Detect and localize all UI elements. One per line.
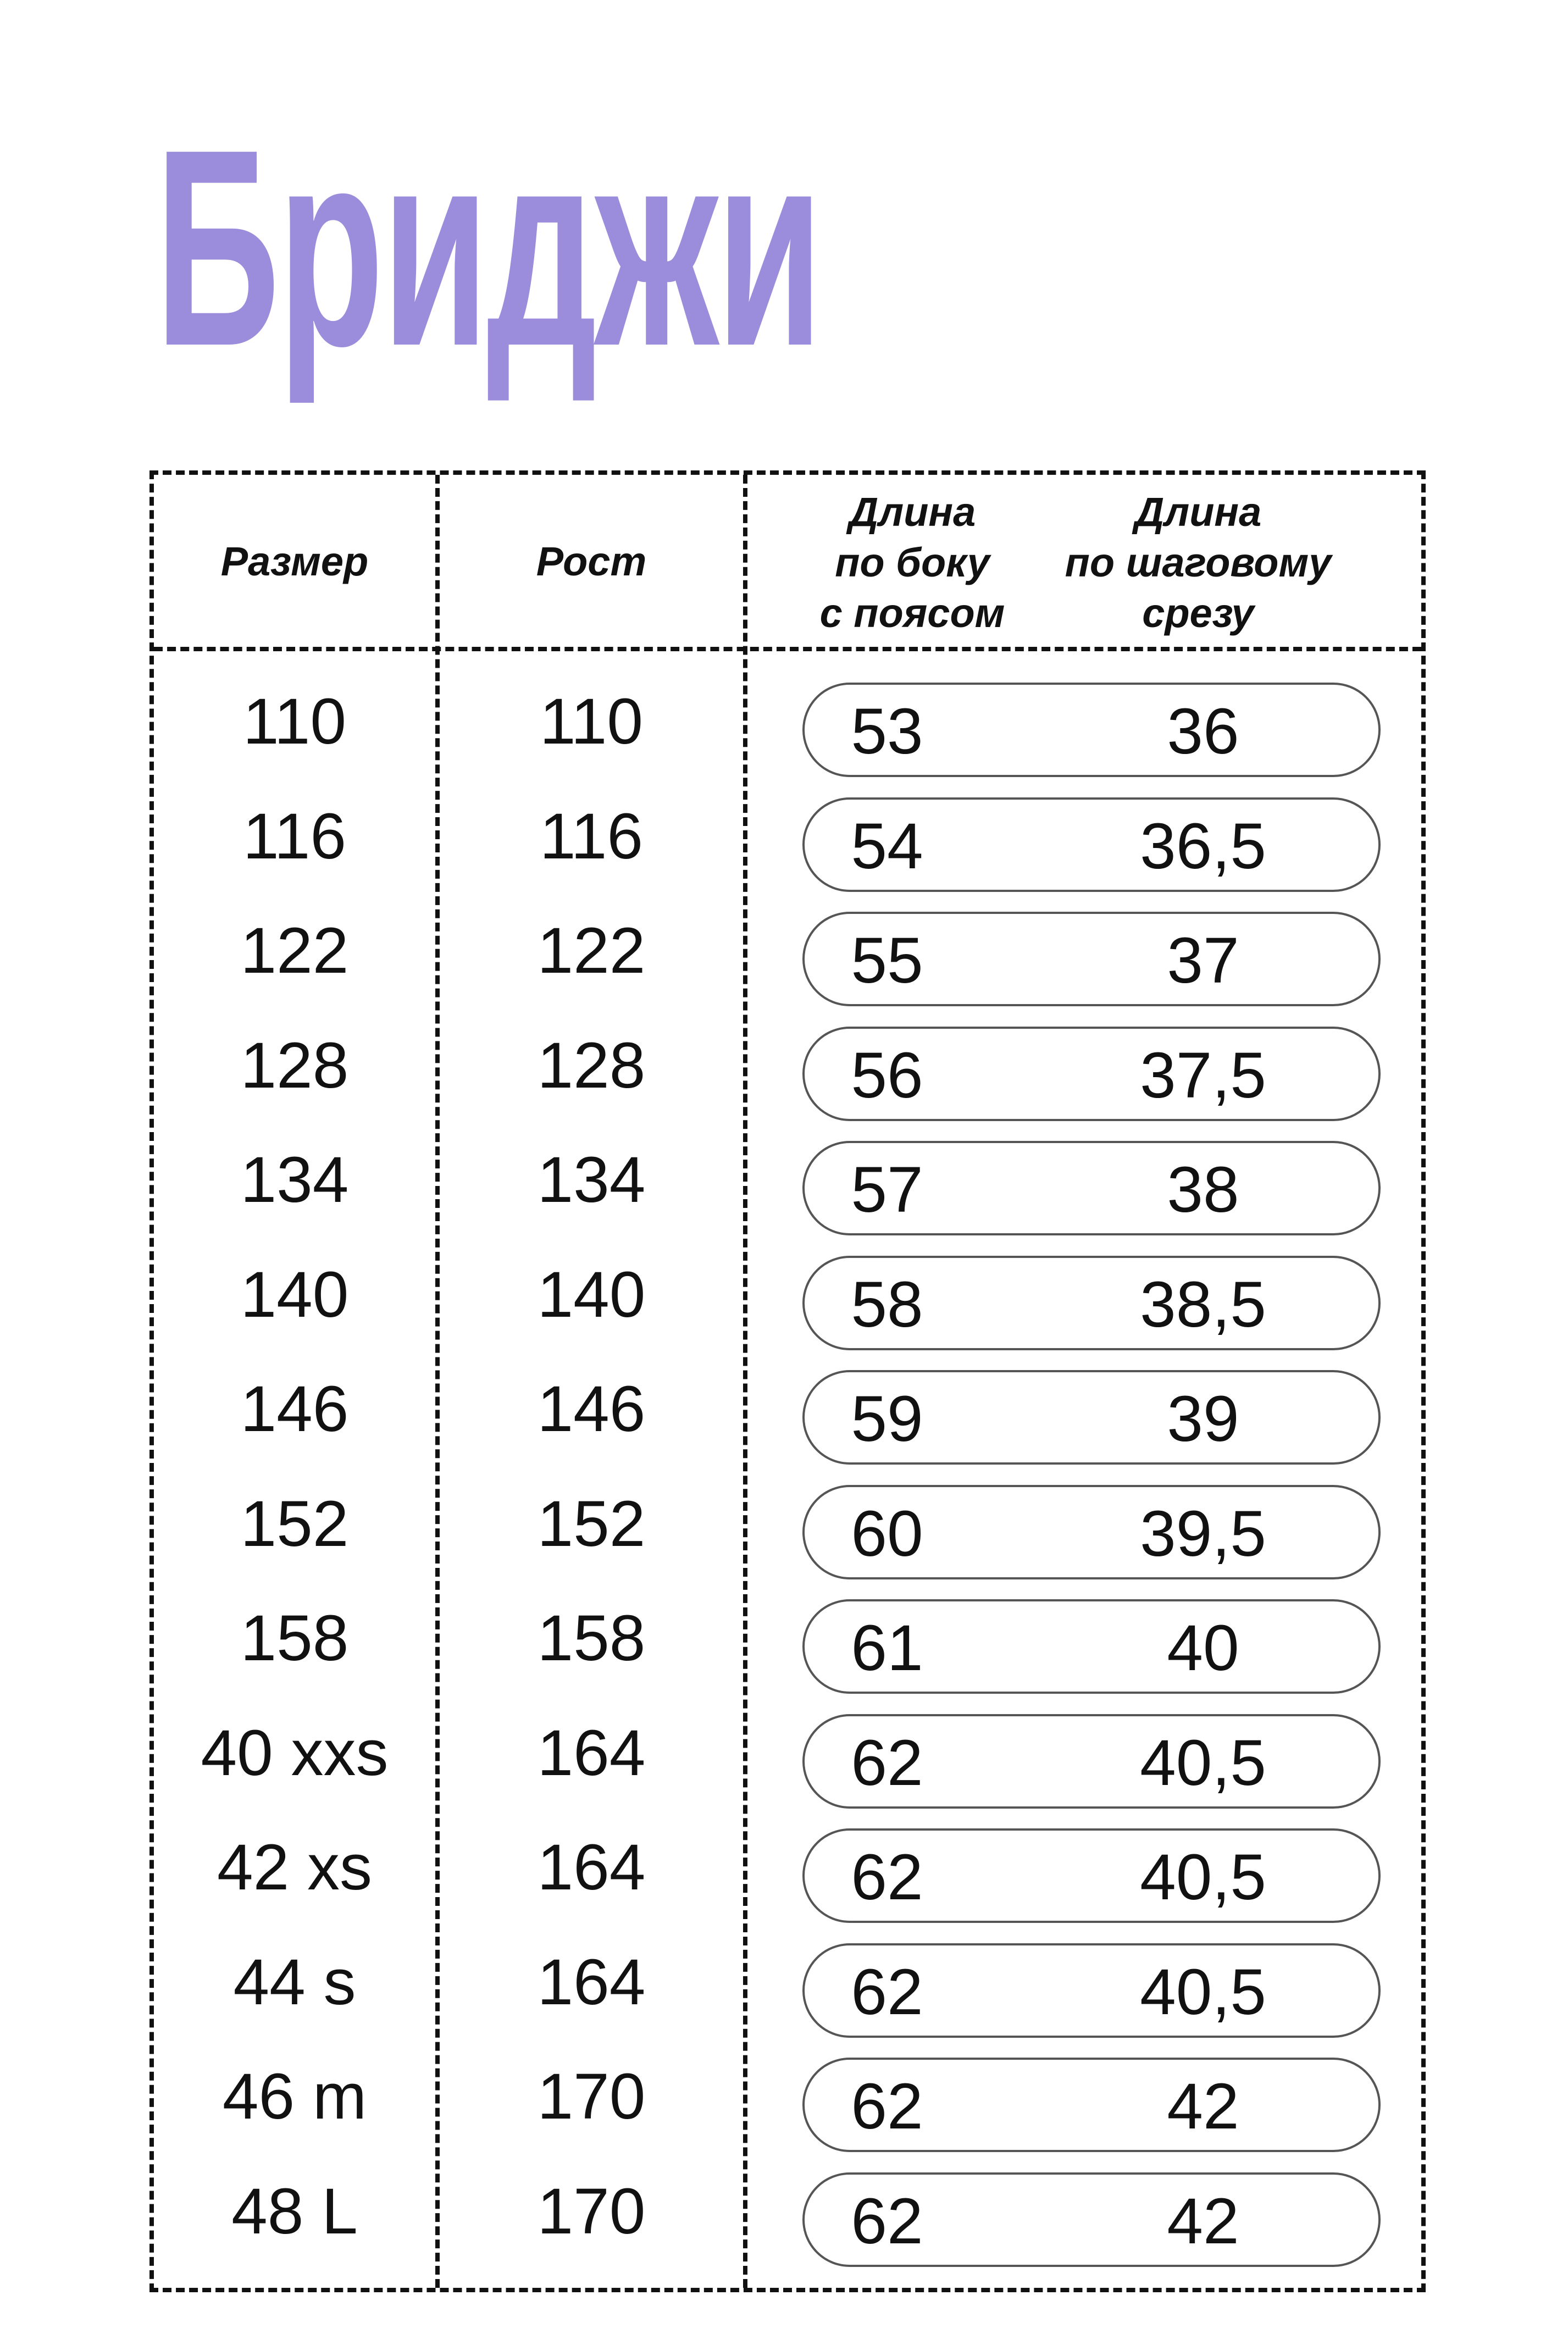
header-inseam-length xyxy=(1039,487,1358,639)
cell-side-length: 62 xyxy=(851,2070,923,2143)
measurement-pill xyxy=(802,1485,1381,1579)
cell-size: 46 m xyxy=(222,2060,367,2133)
cell-size: 116 xyxy=(242,800,347,873)
cell-inseam-length: 40,5 xyxy=(1140,1841,1266,1914)
cell-height: 128 xyxy=(537,1029,646,1102)
cell-height: 116 xyxy=(539,800,644,873)
cell-height: 122 xyxy=(537,914,646,987)
cell-side-length: 58 xyxy=(851,1268,923,1341)
measurement-pill xyxy=(802,1027,1381,1121)
header-inseam-line: срезу xyxy=(1142,590,1254,636)
cell-inseam-length: 40,5 xyxy=(1140,1726,1266,1799)
cell-inseam-length: 39,5 xyxy=(1140,1497,1266,1570)
measurement-pill xyxy=(802,683,1381,777)
cell-size: 134 xyxy=(240,1144,349,1216)
cell-side-length: 60 xyxy=(851,1497,923,1570)
header-side-length xyxy=(764,487,1061,639)
header-side-line: по боку xyxy=(835,540,990,585)
cell-height: 140 xyxy=(537,1258,646,1331)
cell-inseam-length: 42 xyxy=(1167,2185,1239,2258)
header-side-line: с поясом xyxy=(819,590,1005,636)
cell-size: 110 xyxy=(242,685,347,758)
cell-side-length: 54 xyxy=(851,810,923,883)
cell-height: 170 xyxy=(537,2060,646,2133)
measurement-pill xyxy=(802,2058,1381,2152)
header-side-line: Длина xyxy=(849,489,976,535)
header-inseam-line: Длина xyxy=(1134,489,1262,535)
measurement-pill xyxy=(802,912,1381,1006)
cell-inseam-length: 40,5 xyxy=(1140,1955,1266,2028)
measurement-pill xyxy=(802,1370,1381,1465)
cell-side-length: 62 xyxy=(851,1955,923,2028)
cell-side-length: 62 xyxy=(851,1841,923,1914)
cell-size: 140 xyxy=(240,1258,349,1331)
header-inseam-line: по шаговому xyxy=(1065,540,1332,585)
cell-height: 134 xyxy=(537,1144,646,1216)
cell-size: 128 xyxy=(240,1029,349,1102)
measurement-pill xyxy=(802,797,1381,892)
cell-size: 44 s xyxy=(233,1945,356,2019)
column-divider xyxy=(435,475,440,2288)
measurement-pill xyxy=(802,1943,1381,2038)
cell-height: 164 xyxy=(537,1716,646,1789)
cell-inseam-length: 36 xyxy=(1167,695,1239,768)
cell-inseam-length: 37 xyxy=(1167,924,1239,997)
cell-side-length: 53 xyxy=(851,695,923,768)
cell-height: 146 xyxy=(537,1373,646,1445)
cell-inseam-length: 40 xyxy=(1167,1612,1239,1684)
page-title: Бриджи xyxy=(155,91,821,404)
cell-size: 48 L xyxy=(231,2175,358,2248)
cell-inseam-length: 39 xyxy=(1167,1383,1239,1455)
cell-side-length: 59 xyxy=(851,1383,923,1455)
measurement-pill xyxy=(802,2172,1381,2267)
cell-height: 152 xyxy=(537,1487,646,1560)
cell-height: 110 xyxy=(539,685,644,758)
cell-size: 42 xs xyxy=(217,1831,373,1904)
measurement-pill xyxy=(802,1828,1381,1923)
header-divider xyxy=(154,647,1421,651)
column-divider xyxy=(743,475,747,2288)
cell-inseam-length: 38 xyxy=(1167,1154,1239,1226)
measurement-pill xyxy=(802,1714,1381,1809)
cell-inseam-length: 36,5 xyxy=(1140,810,1266,883)
measurement-pill xyxy=(802,1256,1381,1350)
cell-side-length: 61 xyxy=(851,1612,923,1684)
cell-size: 122 xyxy=(240,914,349,987)
cell-size: 158 xyxy=(240,1602,349,1675)
cell-side-length: 57 xyxy=(851,1154,923,1226)
cell-height: 158 xyxy=(537,1602,646,1675)
measurement-pill xyxy=(802,1599,1381,1694)
cell-size: 40 xxs xyxy=(201,1716,389,1789)
size-table xyxy=(149,470,1426,2292)
cell-height: 164 xyxy=(537,1831,646,1904)
cell-side-length: 62 xyxy=(851,1726,923,1799)
header-height: Рост xyxy=(536,539,647,584)
header-size: Размер xyxy=(220,539,369,584)
cell-side-length: 62 xyxy=(851,2185,923,2258)
cell-side-length: 56 xyxy=(851,1039,923,1112)
cell-height: 170 xyxy=(537,2175,646,2248)
cell-size: 146 xyxy=(240,1373,349,1445)
cell-size: 152 xyxy=(240,1487,349,1560)
cell-inseam-length: 37,5 xyxy=(1140,1039,1266,1112)
cell-inseam-length: 42 xyxy=(1167,2070,1239,2143)
cell-inseam-length: 38,5 xyxy=(1140,1268,1266,1341)
cell-height: 164 xyxy=(537,1945,646,2019)
measurement-pill xyxy=(802,1141,1381,1235)
cell-side-length: 55 xyxy=(851,924,923,997)
